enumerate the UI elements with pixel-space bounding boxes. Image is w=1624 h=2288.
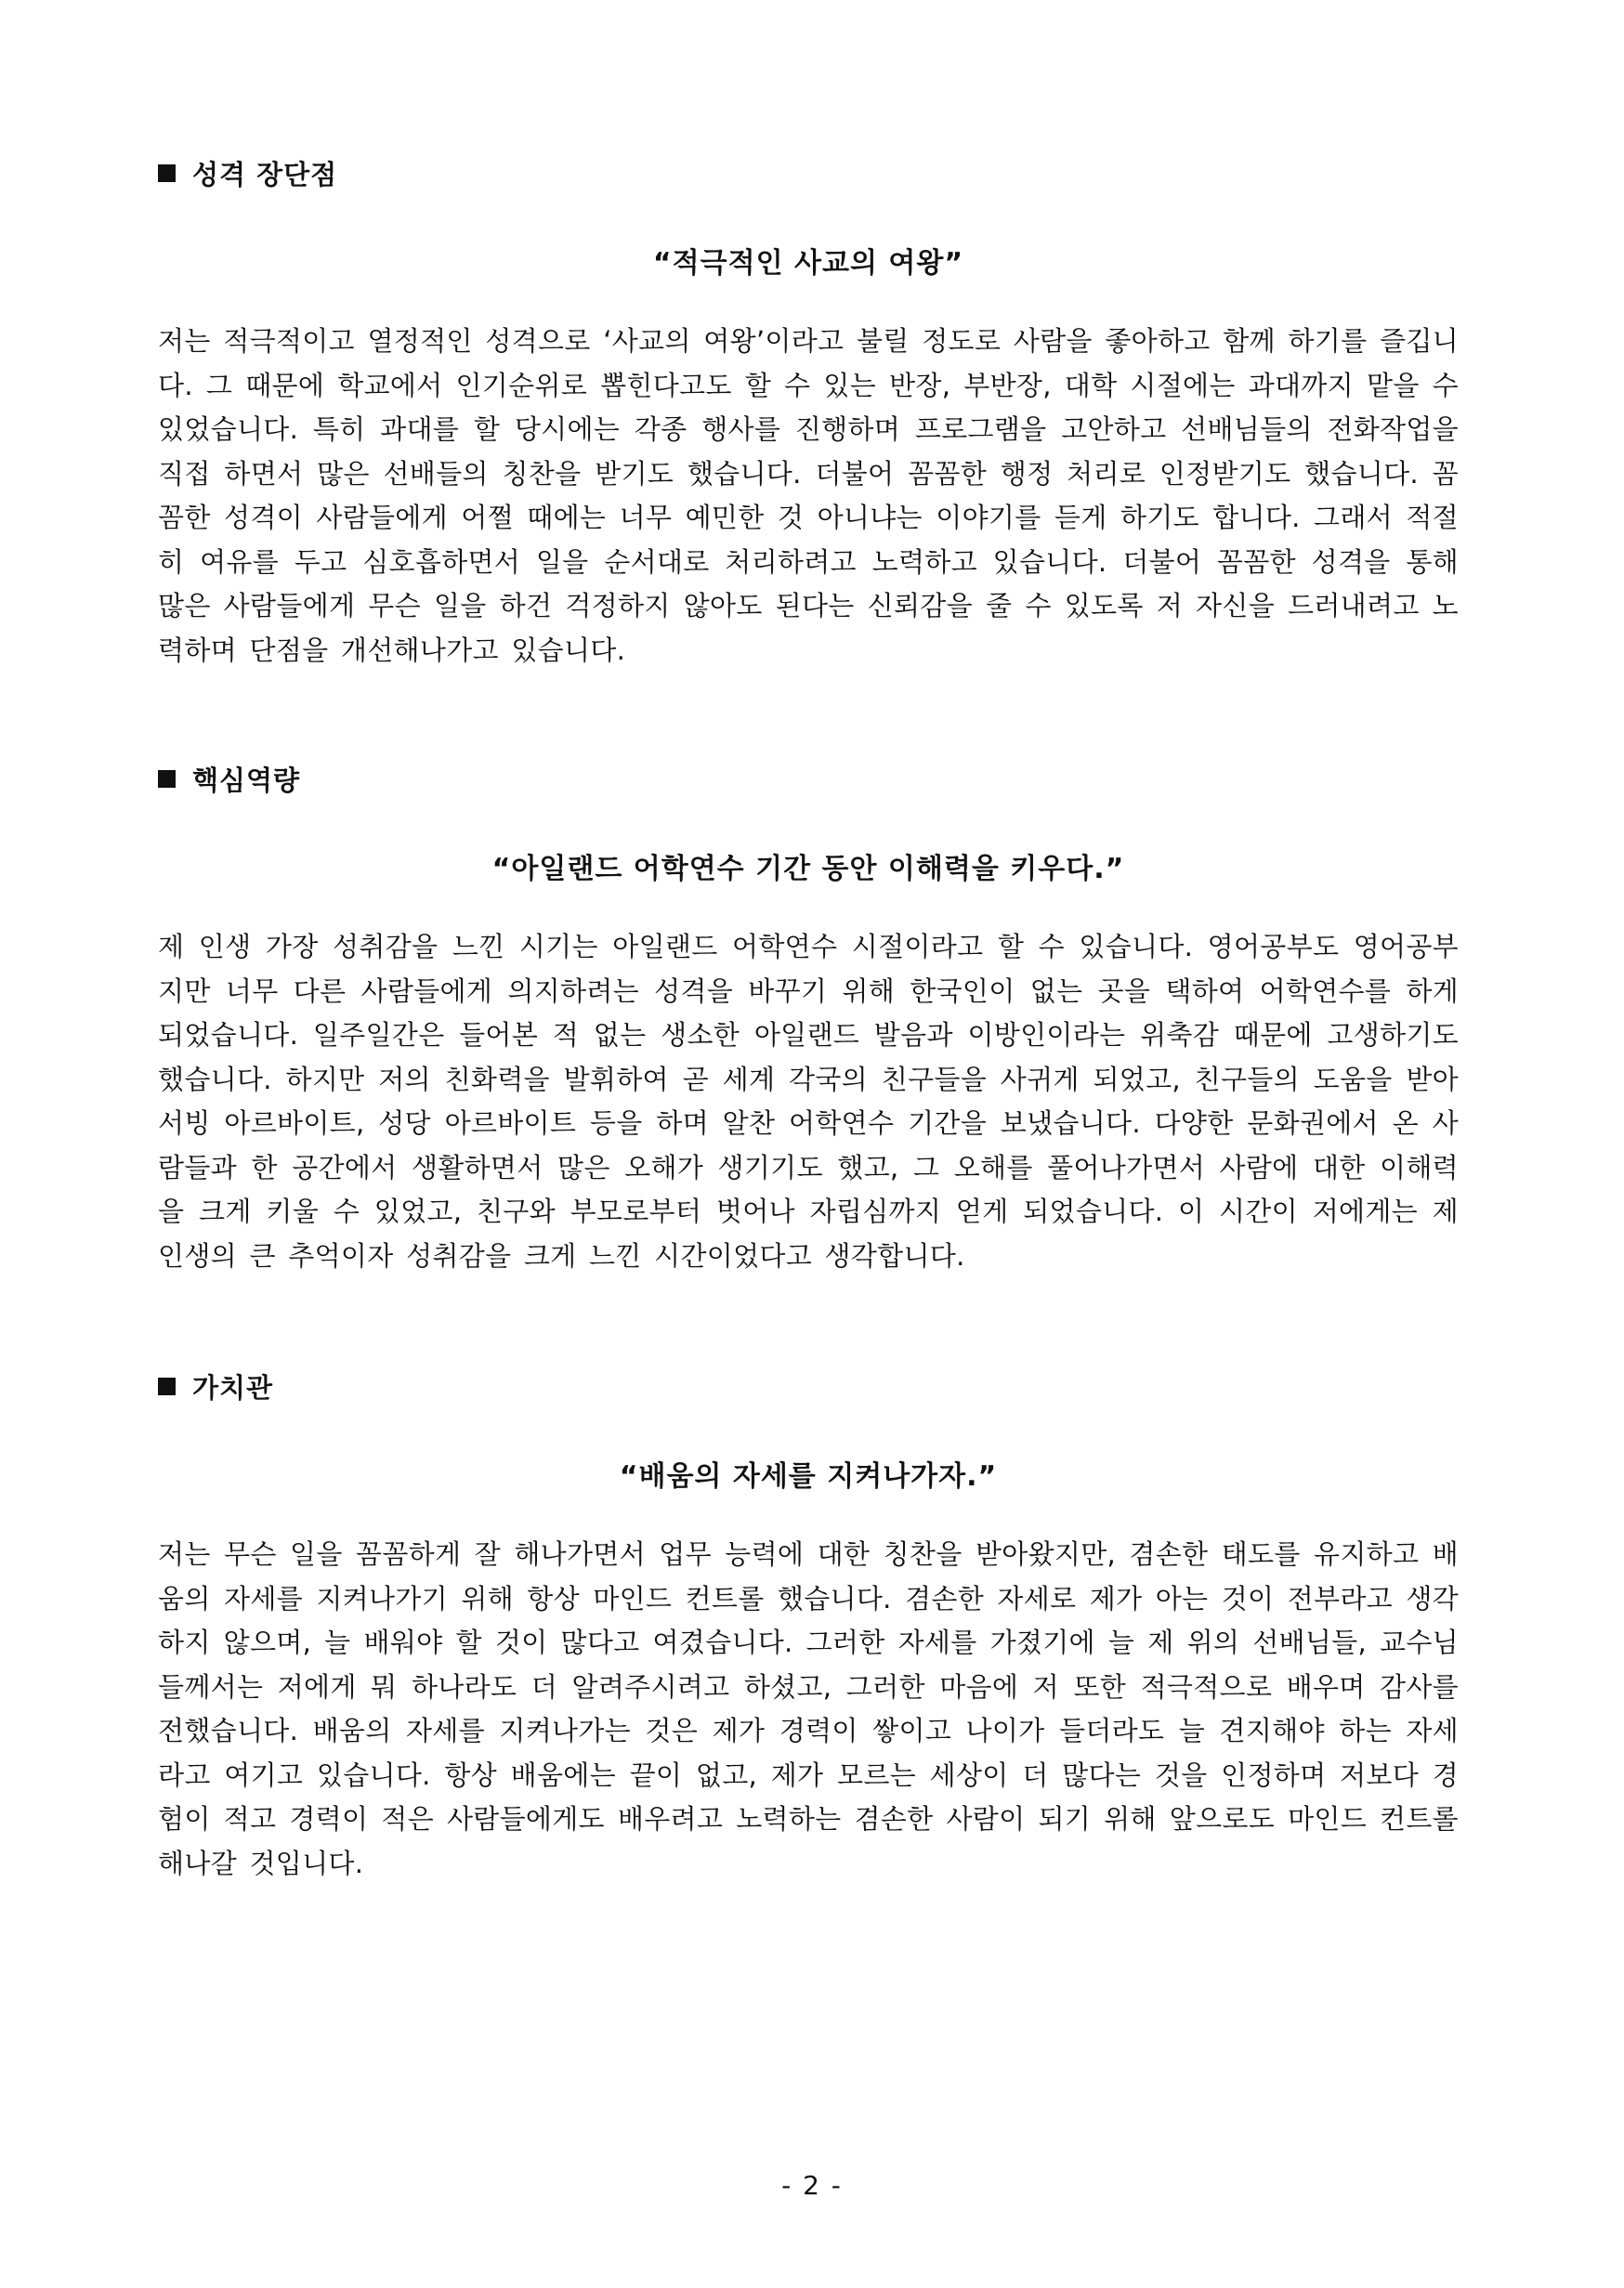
page-number: - 2 - — [781, 2170, 843, 2201]
section-heading — [158, 154, 1459, 191]
section-core-competency — [158, 760, 1459, 1272]
section-body: 제 인생 가장 성취감을 느낀 시기는 아일랜드 어학연수 시절이라고 할 수 있습니다. 영어공부도 영어공부지만 너무 다른 사람들에게 의지하려는 성격을 바꾸기 위해 한국인이 없는 곳을 택하여 어학연수를 하게 되었습니다. 일주일간은 들어본 적 없는 생소한 아일랜드 발음과 이방인이라는 위축감 때문에 고생하기도 했습니다. 하지만 저의 친화력을 발휘하여 곧 세계 각국의 친구들을 사귀게 되었고, 친구들의 도움을 받아 서빙 아르바이트, 성당 아르바이트 등을 하며 알찬 어학연수 기간을 보냈습니다. 다양한 문화권에서 온 사람들과 한 공간에서 생활하면서 많은 오해가 생기기도 했고, 그 오해를 풀어나가면서 사람에 대한 이해력을 크게 키울 수 있었고, 친구와 부모로부터 벗어나 자립심까지 얻게 되었습니다. 이 시간이 저에게는 제 인생의 큰 추억이자 성취감을 크게 느낀 시간이었다고 생각합니다. — [158, 931, 1459, 1272]
square-bullet-icon — [158, 164, 176, 182]
section-heading-text: 성격 장단점 — [192, 158, 338, 190]
square-bullet-icon — [158, 770, 176, 788]
section-personality — [158, 154, 1459, 666]
section-subtitle: “적극적인 사교의 여왕” — [652, 247, 964, 280]
section-heading — [158, 760, 1459, 797]
section-subtitle: “아일랜드 어학연수 기간 동안 이해력을 키우다.” — [491, 853, 1125, 885]
section-values — [158, 1367, 1459, 1879]
square-bullet-icon — [158, 1378, 176, 1395]
section-body: 저는 적극적이고 열정적인 성격으로 ‘사교의 여왕’이라고 불릴 정도로 사람을 좋아하고 함께 하기를 즐깁니다. 그 때문에 학교에서 인기순위로 뽑힌다고도 할 수 있는 반장, 부반장, 대학 시절에는 과대까지 맡을 수 있었습니다. 특히 과대를 할 당시에는 각종 행사를 진행하며 프로그램을 고안하고 선배님들의 전화작업을 직접 하면서 많은 선배들의 칭찬을 받기도 했습니다. 더불어 꼼꼼한 행정 처리로 인정받기도 했습니다. 꼼꼼한 성격이 사람들에게 어쩔 때에는 너무 예민한 것 아니냐는 이야기를 듣게 하기도 합니다. 그래서 적절히 여유를 두고 심호흡하면서 일을 순서대로 처리하려고 노력하고 있습니다. 더불어 꼼꼼한 성격을 통해 많은 사람들에게 무슨 일을 하건 걱정하지 않아도 된다는 신뢰감을 줄 수 있도록 저 자신을 드러내려고 노력하며 단점을 개선해나가고 있습니다. — [158, 325, 1459, 666]
section-heading — [158, 1367, 1459, 1405]
section-body: 저는 무슨 일을 꼼꼼하게 잘 해나가면서 업무 능력에 대한 칭찬을 받아왔지만, 겸손한 태도를 유지하고 배움의 자세를 지켜나가기 위해 항상 마인드 컨트롤 했습니다. 겸손한 자세로 제가 아는 것이 전부라고 생각하지 않으며, 늘 배워야 할 것이 많다고 여겼습니다. 그러한 자세를 가졌기에 늘 제 위의 선배님들, 교수님들께서는 저에게 뭐 하나라도 더 알려주시려고 하셨고, 그러한 마음에 저 또한 적극적으로 배우며 감사를 전했습니다. 배움의 자세를 지켜나가는 것은 제가 경력이 쌓이고 나이가 들더라도 늘 견지해야 하는 자세라고 여기고 있습니다. 항상 배움에는 끝이 없고, 제가 모르는 세상이 더 많다는 것을 인정하며 저보다 경험이 적고 경력이 적은 사람들에게도 배우려고 노력하는 겸손한 사람이 되기 위해 앞으로도 마인드 컨트롤 해나갈 것입니다. — [158, 1538, 1459, 1879]
section-subtitle: “배움의 자세를 지켜나가자.” — [619, 1460, 998, 1493]
section-heading-text: 가치관 — [192, 1371, 274, 1404]
section-heading-text: 핵심역량 — [192, 764, 301, 796]
